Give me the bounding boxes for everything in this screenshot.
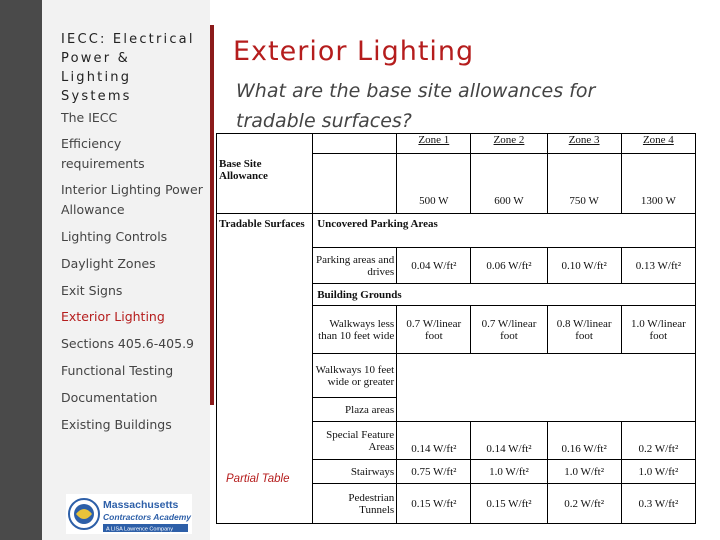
table-row-base-site (217, 154, 696, 214)
sidebar-item-efficiency-requirements[interactable]: Efficiency requirements (61, 136, 145, 171)
title-divider (210, 25, 214, 405)
parking-zone-3: 0.10 W/ft² (547, 248, 621, 284)
course-title: IECC: Electrical Power & Lighting Systems (61, 32, 195, 104)
section-uncovered-parking: Uncovered Parking Areas (313, 214, 696, 248)
logo-line-1: Massachusetts (103, 499, 179, 511)
slide-title: Exterior Lighting (233, 36, 475, 67)
sidebar-item-functional-testing[interactable]: Functional Testing (61, 363, 174, 378)
special-zone-2: 0.14 W/ft² (471, 422, 547, 460)
special-feature-label: Special Feature Areas (313, 422, 397, 460)
sidebar-item-the-iecc[interactable]: The IECC (61, 110, 118, 125)
tunnels-zone-3: 0.2 W/ft² (547, 484, 621, 524)
walkways-wide-label: Walkways 10 feet wide or greater (313, 354, 397, 398)
walkways-zone-1: 0.7 W/linear foot (397, 306, 471, 354)
zone-3-header: Zone 3 (547, 134, 621, 154)
allowance-table (216, 133, 696, 524)
zone-2-header: Zone 2 (471, 134, 547, 154)
academy-logo (66, 494, 192, 534)
stairways-zone-1: 0.75 W/ft² (397, 460, 471, 484)
section-building-grounds: Building Grounds (313, 284, 696, 306)
sidebar-item-exterior-lighting[interactable]: Exterior Lighting (61, 309, 165, 324)
zone-1-header: Zone 1 (397, 134, 471, 154)
table-row-tradable (217, 214, 696, 248)
tunnels-zone-4: 0.3 W/ft² (621, 484, 695, 524)
base-zone-4: 1300 W (621, 154, 695, 214)
parking-zone-1: 0.04 W/ft² (397, 248, 471, 284)
sidebar-item-sections-405[interactable]: Sections 405.6-405.9 (61, 336, 195, 351)
parking-zone-4: 0.13 W/ft² (621, 248, 695, 284)
tunnels-zone-1: 0.15 W/ft² (397, 484, 471, 524)
walkways-zone-4: 1.0 W/linear foot (621, 306, 695, 354)
pedestrian-tunnels-label: Pedestrian Tunnels (313, 484, 397, 524)
stairways-zone-2: 1.0 W/ft² (471, 460, 547, 484)
base-zone-1: 500 W (397, 154, 471, 214)
sidebar-item-lighting-controls[interactable]: Lighting Controls (61, 229, 168, 244)
sidebar-stripe (0, 0, 42, 540)
walkways-zone-2: 0.7 W/linear foot (471, 306, 547, 354)
zone-4-header: Zone 4 (621, 134, 695, 154)
sidebar-item-exit-signs[interactable]: Exit Signs (61, 283, 123, 298)
stairways-zone-4: 1.0 W/ft² (621, 460, 695, 484)
tradable-label: Tradable Surfaces (219, 218, 305, 230)
base-zone-3: 750 W (547, 154, 621, 214)
slide-question: What are the base site allowances for tradable surfaces? (236, 80, 596, 132)
logo-line-2: Contractors Academy (103, 512, 192, 522)
sidebar-item-interior-lighting-power-allowance[interactable]: Interior Lighting Power Allowance (61, 182, 203, 217)
parking-label: Parking areas and drives (313, 248, 397, 284)
sidebar-item-existing-buildings[interactable]: Existing Buildings (61, 417, 172, 432)
sidebar-item-daylight-zones[interactable]: Daylight Zones (61, 256, 156, 271)
special-zone-4: 0.2 W/ft² (621, 422, 695, 460)
base-zone-2: 600 W (471, 154, 547, 214)
plaza-label: Plaza areas (313, 398, 397, 422)
base-site-label: Base Site Allowance (219, 157, 268, 182)
logo-line-3: A LISA Lawrence Company (106, 526, 173, 533)
partial-table-note: Partial Table (226, 473, 290, 485)
table-header-row (217, 134, 696, 154)
tunnels-zone-2: 0.15 W/ft² (471, 484, 547, 524)
walkways-narrow-label: Walkways less than 10 feet wide (313, 306, 397, 354)
walkways-zone-3: 0.8 W/linear foot (547, 306, 621, 354)
parking-zone-2: 0.06 W/ft² (471, 248, 547, 284)
sidebar-item-documentation[interactable]: Documentation (61, 390, 158, 405)
stairways-label: Stairways (313, 460, 397, 484)
stairways-zone-3: 1.0 W/ft² (547, 460, 621, 484)
special-zone-1: 0.14 W/ft² (397, 422, 471, 460)
special-zone-3: 0.16 W/ft² (547, 422, 621, 460)
